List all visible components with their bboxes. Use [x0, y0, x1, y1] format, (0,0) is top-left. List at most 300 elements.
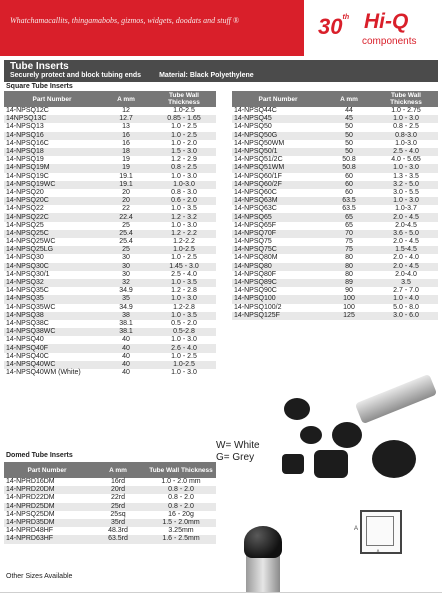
cell-a-mm: 16 [100, 132, 152, 140]
cell-wall-thickness: 2.5 - 4.0 [171, 270, 197, 278]
table-row [4, 295, 216, 303]
cap-image [300, 426, 322, 444]
cell-a-mm: 12 [122, 107, 130, 115]
cell-wall-thickness: 0.5 - 2.0 [171, 319, 197, 327]
cell-part-number: 14-NPSQ38 [4, 312, 100, 320]
square-table-title: Square Tube Inserts [6, 83, 73, 90]
cap-image [284, 398, 310, 420]
cell-wall-thickness: 2.6 - 4.0 [152, 344, 216, 352]
tagline: Whatchamacallits, thingamabobs, gizmos, widgets, doodats and stuff ® [10, 16, 239, 25]
section-bar [4, 60, 438, 82]
cell-wall-thickness: 0.8 - 2.0 [146, 503, 216, 511]
cell-a-mm: 19 [100, 164, 152, 172]
cell-a-mm: 90 [345, 287, 353, 295]
cell-a-mm: 48.3rd [108, 527, 128, 535]
cell-wall-thickness: 1.0 - 3.0 [171, 221, 197, 229]
table-row [232, 213, 438, 221]
cell-a-mm: 63.5 [342, 205, 356, 213]
table-row [232, 148, 438, 156]
cell-part-number: 14-NPSQ30 [6, 254, 44, 262]
square-table-right [232, 91, 438, 320]
cell-part-number: 14-NPSQ25C [4, 230, 100, 238]
col-part-number: Part Number [232, 91, 324, 107]
table-row [4, 205, 216, 213]
cell-a-mm: 50.8 [324, 164, 374, 172]
cell-a-mm: 80 [345, 254, 353, 262]
cell-part-number: 14-NPRD20DM [4, 486, 90, 494]
table-row [4, 361, 216, 369]
cell-a-mm: 40 [122, 352, 130, 360]
cell-wall-thickness: 1.2-2.2 [173, 238, 195, 246]
col-wall-thickness: Tube Wall Thickness [152, 91, 216, 107]
cell-wall-thickness: 1.0 - 3.0 [152, 295, 216, 303]
cell-wall-thickness: 0.8 - 2.5 [152, 164, 216, 172]
cell-a-mm: 30 [122, 254, 130, 262]
table-row [4, 535, 216, 543]
cell-a-mm: 35rd [90, 519, 146, 527]
cell-a-mm: 63.5 [324, 197, 374, 205]
tube-image [246, 554, 280, 592]
table-row [232, 164, 438, 172]
table-row [4, 213, 216, 221]
cell-wall-thickness: 1.0 - 3.5 [152, 312, 216, 320]
domed-table [4, 462, 216, 544]
table-header-row [4, 91, 216, 107]
cell-a-mm: 13 [122, 123, 130, 131]
cell-wall-thickness: 1.0-3.0 [395, 139, 417, 147]
cell-part-number: 14-NPSQ50WM [234, 139, 285, 147]
cell-part-number: 14-NPSQ75C [232, 246, 324, 254]
cell-part-number: 14-NPSQ70F [232, 230, 324, 238]
cell-a-mm: 30 [100, 263, 152, 271]
table-row [4, 336, 216, 344]
table-row [4, 263, 216, 271]
cell-part-number: 14-NPSQ16C [6, 139, 49, 147]
dimension-diagram [354, 504, 418, 558]
cell-part-number: 14-NPSQ40F [4, 344, 100, 352]
cell-part-number: 14-NPSQ89C [232, 279, 324, 287]
table-row [232, 140, 438, 148]
cell-part-number: 14-NPSQ18 [4, 148, 100, 156]
brand-logo [304, 0, 442, 56]
cell-wall-thickness: 1.0 - 3.0 [171, 369, 197, 377]
cell-a-mm: 65 [345, 221, 353, 229]
cell-part-number: 14-NPSQ63C [234, 205, 277, 213]
cell-part-number: 14-NPSQ12C [6, 107, 49, 115]
table-row [4, 312, 216, 320]
legend-grey: G= Grey [216, 452, 255, 463]
table-row [4, 344, 216, 352]
table-row [232, 107, 438, 115]
table-row [4, 222, 216, 230]
cell-a-mm: 50 [324, 148, 374, 156]
diagram-inner-square [366, 516, 394, 546]
cell-part-number: 14-NPSQ22C [4, 213, 100, 221]
cell-a-mm: 30 [122, 270, 130, 278]
cell-a-mm: 40 [122, 369, 130, 377]
table-row [232, 132, 438, 140]
cell-part-number: 14-NPSQ20C [4, 197, 100, 205]
cell-wall-thickness: 1.2 - 3.2 [152, 213, 216, 221]
table-row [232, 295, 438, 303]
cell-a-mm: 65 [324, 213, 374, 221]
cell-wall-thickness: 2.5 - 4.0 [374, 148, 438, 156]
table-row [232, 312, 438, 320]
cell-part-number: 14-NPSQ44C [234, 107, 277, 115]
cell-wall-thickness: 0.85 - 1.65 [152, 115, 216, 123]
cell-part-number: 14-NPSQ19M [4, 164, 100, 172]
domed-table-title: Domed Tube Inserts [6, 452, 73, 459]
cell-part-number: 14-NPSQ75 [234, 238, 272, 246]
cell-wall-thickness: 1.3 - 3.5 [393, 172, 419, 180]
cell-a-mm: 34.9 [119, 303, 133, 311]
cell-a-mm: 12.7 [100, 115, 152, 123]
cell-wall-thickness: 1.5 - 3.0 [152, 148, 216, 156]
cell-wall-thickness: 3.6 - 5.0 [374, 230, 438, 238]
cell-a-mm: 38 [100, 312, 152, 320]
table-row [232, 271, 438, 279]
cell-wall-thickness: 1.5 - 2.0mm [146, 519, 216, 527]
cell-part-number: 14-NPSQ60/1F [234, 172, 282, 180]
section-subtitle [10, 72, 254, 79]
cell-wall-thickness: 3.0 - 6.0 [374, 312, 438, 320]
cell-wall-thickness: 16 - 20g [168, 510, 194, 518]
table-row [232, 156, 438, 164]
cell-a-mm: 80 [324, 263, 374, 271]
table-row [232, 222, 438, 230]
anniversary-suffix: th [342, 14, 350, 21]
cell-part-number: 14-NPSQ65 [232, 213, 324, 221]
cell-a-mm: 60 [324, 181, 374, 189]
cell-wall-thickness: 4.0 - 5.65 [391, 156, 421, 164]
col-a-mm: A mm [324, 91, 374, 107]
cell-wall-thickness: 1.0 - 3.5 [152, 279, 216, 287]
table-row [4, 494, 216, 502]
header-bar [0, 0, 442, 56]
cell-wall-thickness: 1.0 - 3.0 [374, 164, 438, 172]
cell-a-mm: 60 [345, 172, 353, 180]
table-row [232, 246, 438, 254]
cell-a-mm: 22 [122, 205, 130, 213]
cell-part-number: 14-NPSQ40C [6, 352, 49, 360]
table-row [4, 140, 216, 148]
domed-insert-photo [230, 522, 294, 592]
cell-a-mm: 25 [122, 221, 130, 229]
cell-wall-thickness: 3.25mm [168, 527, 194, 535]
col-wall-thickness: Tube Wall Thickness [374, 91, 438, 107]
cell-a-mm: 63.5rd [90, 535, 146, 543]
cell-part-number: 14-NPSQ38C [6, 319, 49, 327]
cell-part-number: 14-NPSQ40WM (White) [6, 369, 81, 377]
cell-a-mm: 25sq [110, 510, 126, 518]
cell-wall-thickness: 2.0 - 4.5 [374, 263, 438, 271]
table-row [232, 304, 438, 312]
cell-part-number: 14-NPSQ32 [4, 279, 100, 287]
cell-part-number: 14-NPSQ25DM [6, 510, 55, 518]
cell-wall-thickness: 1.0 - 2.5 [171, 123, 197, 131]
table-row [4, 246, 216, 254]
table-row [232, 123, 438, 131]
cell-a-mm: 19.1 [100, 181, 152, 189]
footnote: Other Sizes Available [6, 573, 73, 580]
cell-part-number: 14-NPSQ38WC [4, 328, 100, 336]
table-header-row [4, 462, 216, 478]
table-row [232, 181, 438, 189]
cell-wall-thickness: 1.2 - 2.2 [152, 230, 216, 238]
table-row [4, 123, 216, 131]
cell-a-mm: 100 [343, 303, 355, 311]
cell-part-number: 14-NPSQ40 [6, 336, 44, 344]
product-photo [276, 386, 440, 496]
cell-part-number: 14-NPSQ80M [234, 254, 278, 262]
cell-part-number: 14-NPSQ40WC [4, 361, 100, 369]
cell-wall-thickness: 1.45 - 3.0 [152, 263, 216, 271]
cell-wall-thickness: 2.0 - 4.5 [393, 238, 419, 246]
table-row [4, 197, 216, 205]
cell-part-number: 14-NPRD63HF [4, 535, 90, 543]
col-a-mm: A mm [90, 462, 146, 478]
table-row [4, 511, 216, 519]
cell-a-mm: 40 [122, 336, 130, 344]
cell-wall-thickness: 1.0-3.0 [152, 181, 216, 189]
table-row [4, 320, 216, 328]
cell-a-mm: 40 [100, 361, 152, 369]
table-row [4, 328, 216, 336]
brand-sub: components [362, 36, 417, 47]
cell-wall-thickness: 1.0 - 4.0 [374, 295, 438, 303]
cell-part-number: 14-NPSQ25WC [6, 238, 56, 246]
table-row [4, 230, 216, 238]
cell-wall-thickness: 1.5-4.5 [374, 246, 438, 254]
table-row [4, 353, 216, 361]
cell-wall-thickness: 2.0-4.0 [395, 270, 417, 278]
table-row [232, 263, 438, 271]
table-row [232, 279, 438, 287]
cell-wall-thickness: 1.6 - 2.5mm [146, 535, 216, 543]
cell-part-number: 14-NPSQ125F [232, 312, 324, 320]
material-text: Material: Black Polyethylene [159, 72, 254, 79]
table-row [4, 115, 216, 123]
cell-a-mm: 32 [100, 279, 152, 287]
table-row [4, 271, 216, 279]
cell-part-number: 14-NPRD48HF [6, 527, 54, 535]
cell-part-number: 14-NPSQ13 [6, 123, 44, 131]
cell-wall-thickness: 2.0-4.5 [395, 221, 417, 229]
cell-wall-thickness: 3.0 - 5.5 [393, 188, 419, 196]
cell-wall-thickness: 1.0 - 3.0 [374, 197, 438, 205]
cell-wall-thickness: 3.2 - 5.0 [374, 181, 438, 189]
cell-a-mm: 25rd [90, 503, 146, 511]
cell-wall-thickness: 0.8-3.0 [374, 132, 438, 140]
table-row [232, 254, 438, 262]
cell-part-number: 14-NPSQ60C [234, 188, 277, 196]
legend-white: W= White [216, 440, 260, 451]
table-row [4, 369, 216, 377]
section-subtitle-text: Securely protect and block tubing ends [10, 72, 142, 79]
col-part-number: Part Number [4, 462, 90, 478]
cell-wall-thickness: 1.2-2.8 [173, 303, 195, 311]
cell-a-mm: 80 [345, 270, 353, 278]
table-row [232, 238, 438, 246]
cell-part-number: 14-NPSQ19C [6, 172, 49, 180]
cell-a-mm: 50 [324, 132, 374, 140]
cell-wall-thickness: 0.8 - 2.0 [168, 494, 194, 502]
square-table-left [4, 91, 216, 377]
cell-wall-thickness: 0.5-2.8 [152, 328, 216, 336]
cell-part-number: 14-NPSQ51/2C [234, 156, 283, 164]
cell-a-mm: 50.8 [342, 156, 356, 164]
cell-wall-thickness: 1.2 - 2.8 [171, 287, 197, 295]
cell-part-number: 14-NPSQ51WM [232, 164, 324, 172]
cell-wall-thickness: 1.0 - 2.0 [171, 139, 197, 147]
table-row [232, 173, 438, 181]
cell-part-number: 14-NPSQ20 [6, 188, 44, 196]
dome-cap-image [244, 526, 282, 558]
cell-a-mm: 50 [345, 123, 353, 131]
cell-a-mm: 38.1 [100, 328, 152, 336]
anniversary-number: 30 [318, 14, 343, 39]
cell-part-number: 14-NPSQ65F [234, 221, 277, 229]
cell-part-number: 14-NPSQ80 [232, 263, 324, 271]
cell-wall-thickness: 1.0 - 2.5 [171, 352, 197, 360]
cap-image [332, 422, 362, 448]
table-row [4, 181, 216, 189]
cell-part-number: 14-NPSQ35WC [6, 303, 56, 311]
cell-wall-thickness: 1.0-2.5 [152, 246, 216, 254]
cell-wall-thickness: 1.0 - 3.0 [171, 336, 197, 344]
cell-part-number: 14-NPSQ50 [234, 123, 272, 131]
table-row [232, 189, 438, 197]
cell-part-number: 14-NPRD25DM [4, 503, 90, 511]
table-row [232, 230, 438, 238]
cell-a-mm: 35 [100, 295, 152, 303]
cell-part-number: 14-NPSQ16 [4, 132, 100, 140]
cell-a-mm: 25 [100, 246, 152, 254]
table-header-row [232, 91, 438, 107]
cell-wall-thickness: 2.7 - 7.0 [393, 287, 419, 295]
cell-wall-thickness: 1.2 - 2.9 [171, 156, 197, 164]
table-row [4, 519, 216, 527]
cell-a-mm: 19 [122, 156, 130, 164]
cell-part-number: 14-NPSQ50G [232, 132, 324, 140]
table-row [4, 279, 216, 287]
cell-part-number: 14-NPSQ35 [4, 295, 100, 303]
cell-wall-thickness: 5.0 - 8.0 [393, 303, 419, 311]
cell-part-number: 14-NPRD35DM [4, 519, 90, 527]
cell-a-mm: 60 [345, 188, 353, 196]
cell-a-mm: 22.4 [100, 213, 152, 221]
cell-part-number: 14-NPSQ19WC [4, 181, 100, 189]
cell-part-number: 14-NPSQ50/1 [232, 148, 324, 156]
cell-wall-thickness: 1.0 - 2.5 [171, 254, 197, 262]
cell-part-number: 14-NPRD16DM [6, 478, 55, 486]
cell-a-mm: 20 [100, 197, 152, 205]
cell-wall-thickness: 3.5 [374, 279, 438, 287]
cell-part-number: 14-NPSQ45 [232, 115, 324, 123]
cell-a-mm: 19.1 [119, 172, 133, 180]
cell-part-number: 14-NPRD22DM [6, 494, 55, 502]
dimension-label-bottom: A [376, 550, 381, 556]
cell-part-number: 14-NPSQ60/2F [232, 181, 324, 189]
table-row [4, 156, 216, 164]
table-row [232, 287, 438, 295]
col-a-mm: A mm [100, 91, 152, 107]
anniversary-badge [318, 14, 349, 40]
cap-image [314, 450, 348, 478]
cell-wall-thickness: 1.0 - 3.5 [171, 205, 197, 213]
cell-a-mm: 22rd [110, 494, 125, 502]
cell-wall-thickness: 1.0-3.7 [395, 205, 417, 213]
table-row [232, 197, 438, 205]
col-wall-thickness: Tube Wall Thickness [146, 462, 216, 478]
table-row [232, 205, 438, 213]
cell-part-number: 14-NPSQ100 [232, 295, 324, 303]
table-row [4, 107, 216, 115]
table-row [4, 486, 216, 494]
cell-part-number: 14-NPSQ30/1 [6, 270, 50, 278]
cell-a-mm: 16rd [110, 478, 125, 486]
cap-image [282, 454, 304, 474]
table-row [232, 115, 438, 123]
cell-a-mm: 38.1 [119, 319, 133, 327]
cell-part-number: 14-NPSQ25 [6, 221, 44, 229]
cell-wall-thickness: 2.0 - 4.0 [393, 254, 419, 262]
cell-wall-thickness: 1.0 - 3.0 [374, 115, 438, 123]
cell-part-number: 14-NPSQ100/2 [234, 303, 282, 311]
section-title: Tube Inserts [10, 61, 69, 72]
brand-name: Hi-Q [364, 10, 409, 33]
cell-part-number: 14NPSQ13C [4, 115, 100, 123]
cell-wall-thickness: 0.8 - 2.5 [393, 123, 419, 131]
cell-part-number: 14-NPSQ80F [234, 270, 277, 278]
table-row [4, 148, 216, 156]
cell-a-mm: 25.4 [119, 238, 133, 246]
table-row [4, 503, 216, 511]
dimension-label-side: A [354, 526, 359, 532]
table-row [4, 164, 216, 172]
cell-a-mm: 75 [324, 246, 374, 254]
cell-part-number: 14-NPSQ35C [6, 287, 49, 295]
cell-a-mm: 75 [345, 238, 353, 246]
cell-wall-thickness: 1.0 - 2.5 [152, 132, 216, 140]
table-row [4, 238, 216, 246]
cell-part-number: 14-NPSQ22 [6, 205, 44, 213]
cell-part-number: 14-NPSQ63M [232, 197, 324, 205]
cell-wall-thickness: 1.0 - 2.0 mm [161, 478, 201, 486]
table-row [4, 173, 216, 181]
cell-wall-thickness: 0.6 - 2.0 [152, 197, 216, 205]
table-row [4, 478, 216, 486]
table-row [4, 304, 216, 312]
cap-image [372, 440, 416, 478]
cell-a-mm: 20 [122, 188, 130, 196]
cell-wall-thickness: 2.0 - 4.5 [374, 213, 438, 221]
table-row [4, 189, 216, 197]
tube-image [355, 374, 437, 424]
cell-part-number: 14-NPSQ25LG [4, 246, 100, 254]
cell-a-mm: 125 [324, 312, 374, 320]
cell-part-number: 14-NPSQ90C [234, 287, 277, 295]
cell-a-mm: 70 [324, 230, 374, 238]
cell-a-mm: 100 [324, 295, 374, 303]
cell-a-mm: 16 [122, 139, 130, 147]
cell-a-mm: 50 [345, 139, 353, 147]
cell-a-mm: 18 [100, 148, 152, 156]
cell-part-number: 14-NPSQ19 [6, 156, 44, 164]
cell-a-mm: 45 [324, 115, 374, 123]
cell-wall-thickness: 0.8 - 2.0 [146, 486, 216, 494]
table-row [4, 254, 216, 262]
